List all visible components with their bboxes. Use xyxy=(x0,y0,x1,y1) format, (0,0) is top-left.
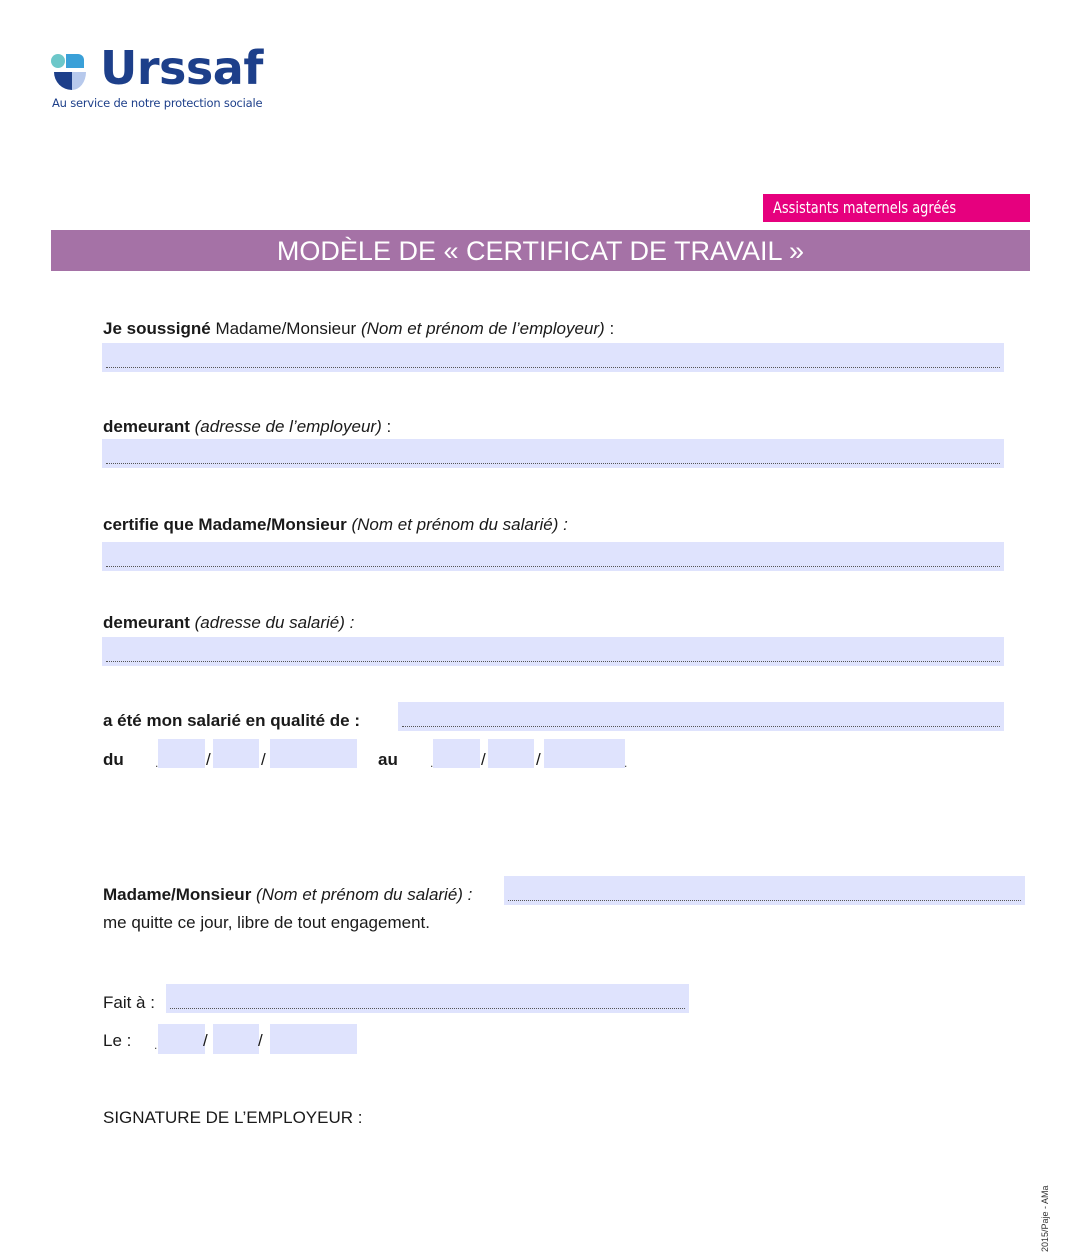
signature-label: SIGNATURE DE L’EMPLOYEUR : xyxy=(103,1108,363,1127)
employer-name-label-suffix: : xyxy=(604,319,615,338)
period-to-separator-1: / xyxy=(481,750,486,769)
employer-address-label-suffix: : xyxy=(381,417,392,436)
period-to-month-field[interactable] xyxy=(488,739,534,768)
place-label: Fait à : xyxy=(103,993,155,1012)
employer-address-label-bold: demeurant xyxy=(103,417,190,436)
date-separator-2: / xyxy=(258,1031,263,1050)
employer-address-label-hint: (adresse de l’employeur) xyxy=(189,417,382,436)
employee-address-label xyxy=(103,613,354,633)
period-from-separator-1: / xyxy=(206,750,211,769)
employer-name-label xyxy=(103,319,614,339)
period-to-label xyxy=(378,750,398,770)
document-reference-code: 2015/Paje - AMa xyxy=(1040,1185,1050,1252)
urssaf-logo xyxy=(50,41,280,116)
period-from-day-field[interactable] xyxy=(158,739,205,768)
employer-name-label-hint: (Nom et prénom de l’employeur) xyxy=(360,319,605,338)
period-from-month-field[interactable] xyxy=(213,739,259,768)
job-field[interactable] xyxy=(398,702,1004,731)
date-day-field[interactable] xyxy=(158,1024,205,1054)
logo-tagline: Au service de notre protection sociale xyxy=(52,96,263,110)
period-from-separator-2: / xyxy=(261,750,266,769)
date-month-field[interactable] xyxy=(213,1024,259,1054)
release-label xyxy=(103,885,472,905)
period-end-dot: . xyxy=(624,756,628,770)
period-to-label-text: au xyxy=(378,750,398,769)
urssaf-logo-mark-icon xyxy=(50,50,94,94)
period-to-separator-2: / xyxy=(536,750,541,769)
period-to-day-field[interactable] xyxy=(433,739,480,768)
employer-name-label-plain: Madame/Monsieur xyxy=(210,319,361,338)
employee-name-label-bold: certifie que Madame/Monsieur xyxy=(103,515,347,534)
employer-name-field[interactable] xyxy=(102,343,1004,372)
release-sentence: me quitte ce jour, libre de tout engagement. xyxy=(103,913,430,932)
employee-name-field[interactable] xyxy=(102,542,1004,571)
period-from-year-field[interactable] xyxy=(270,739,357,768)
audience-badge xyxy=(763,194,1030,222)
audience-badge-text: Assistants maternels agréés xyxy=(773,198,957,217)
employee-address-label-hint: (adresse du salarié) : xyxy=(189,613,355,632)
page-title: MODÈLE DE « CERTIFICAT DE TRAVAIL » xyxy=(51,230,1030,271)
period-from-dot: . xyxy=(155,756,159,770)
logo-name: Urssaf xyxy=(100,41,263,95)
period-from-label-text: du xyxy=(103,750,124,769)
job-label-bold: a été mon salarié en qualité de : xyxy=(103,711,360,730)
employer-address-label xyxy=(103,417,391,437)
job-label xyxy=(103,711,360,731)
employer-name-label-bold: Je soussigné xyxy=(103,319,211,338)
employee-name-label-hint: (Nom et prénom du salarié) : xyxy=(346,515,568,534)
release-label-bold: Madame/Monsieur xyxy=(103,885,252,904)
period-from-label xyxy=(103,750,124,770)
employee-address-field[interactable] xyxy=(102,637,1004,666)
date-year-field[interactable] xyxy=(270,1024,357,1054)
release-label-hint: (Nom et prénom du salarié) : xyxy=(251,885,473,904)
date-dot: . xyxy=(154,1038,158,1052)
employee-name-label xyxy=(103,515,568,535)
date-separator-1: / xyxy=(203,1031,208,1050)
period-to-dot: . xyxy=(430,756,434,770)
date-label: Le : xyxy=(103,1031,132,1050)
employee-address-label-bold: demeurant xyxy=(103,613,190,632)
employer-address-field[interactable] xyxy=(102,439,1004,468)
period-to-year-field[interactable] xyxy=(544,739,628,770)
release-employee-name-field[interactable] xyxy=(504,876,1025,905)
place-field[interactable] xyxy=(166,984,689,1013)
